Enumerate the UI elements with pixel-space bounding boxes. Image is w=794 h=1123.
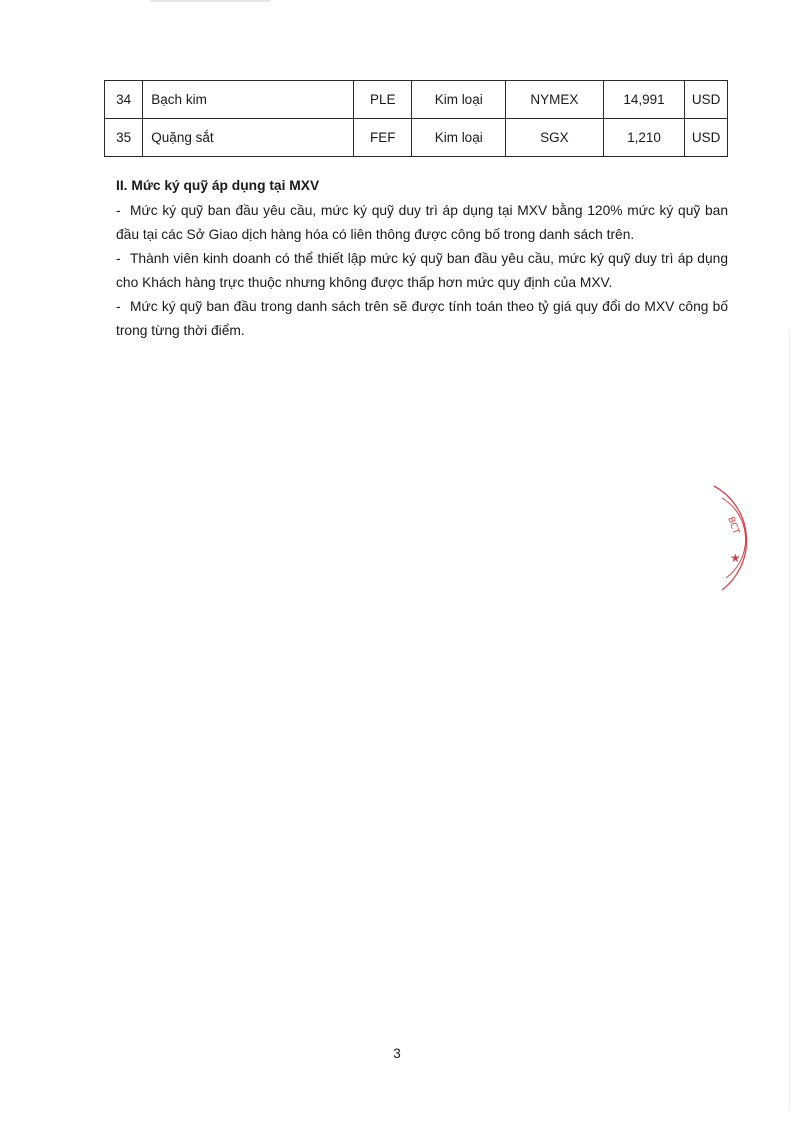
section-title: II. Mức ký quỹ áp dụng tại MXV — [116, 178, 320, 193]
margin-policy-section — [116, 174, 728, 343]
currency: USD — [685, 81, 728, 119]
svg-text:★: ★ — [730, 551, 741, 565]
page-number: 3 — [393, 1046, 401, 1061]
paragraph-text: Mức ký quỹ ban đầu yêu cầu, mức ký quỹ duy trì áp dụng tại MXV bằng 120% mức ký quỹ ban đầu tại các Sở Giao dịch hàng hóa có liên thông được công bố trong danh sách trên. — [116, 203, 728, 242]
commodity-code: PLE — [354, 81, 412, 119]
row-number: 35 — [105, 119, 143, 157]
margin-table — [104, 80, 728, 157]
margin-amount: 1,210 — [603, 119, 685, 157]
commodity-group: Kim loại — [412, 81, 506, 119]
margin-amount: 14,991 — [603, 81, 685, 119]
exchange: SGX — [506, 119, 603, 157]
scan-mark — [150, 0, 270, 2]
commodity-name: Bạch kim — [143, 81, 354, 119]
policy-paragraph — [116, 295, 728, 343]
policy-paragraph — [116, 247, 728, 295]
row-number: 34 — [105, 81, 143, 119]
table-row — [105, 81, 728, 119]
currency: USD — [685, 119, 728, 157]
table-row — [105, 119, 728, 157]
exchange: NYMEX — [506, 81, 603, 119]
policy-paragraph — [116, 199, 728, 247]
official-seal-icon — [700, 478, 760, 598]
paragraph-text: Thành viên kinh doanh có thể thiết lập mức ký quỹ ban đầu yêu cầu, mức ký quỹ duy trì áp dụng cho Khách hàng trực thuộc nhưng không được thấp hơn mức quy định của MXV. — [116, 251, 728, 290]
svg-text:BCT: BCT — [725, 515, 741, 536]
bullet-dash: - — [116, 299, 121, 314]
bullet-dash: - — [116, 203, 121, 218]
scan-edge — [789, 330, 790, 1110]
commodity-code: FEF — [354, 119, 412, 157]
paragraph-text: Mức ký quỹ ban đầu trong danh sách trên sẽ được tính toán theo tỷ giá quy đổi do MXV công bố trong từng thời điểm. — [116, 299, 728, 338]
commodity-group: Kim loại — [412, 119, 506, 157]
bullet-dash: - — [116, 251, 121, 266]
commodity-name: Quặng sắt — [143, 119, 354, 157]
